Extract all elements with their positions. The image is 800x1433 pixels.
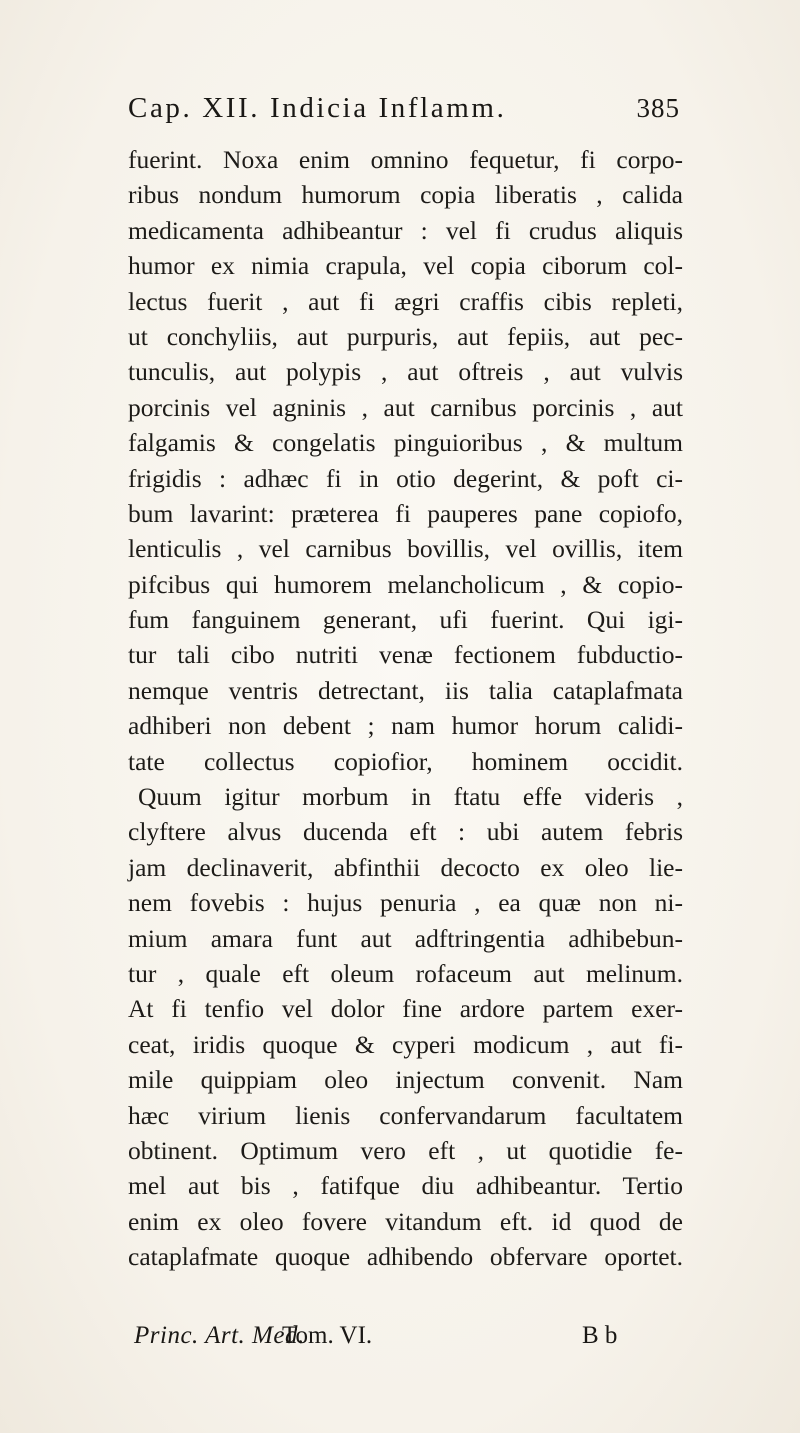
text-line: Quum igitur morbum in ftatu effe videris , [138, 782, 683, 812]
text-line: enim ex oleo fovere vitandum eft. id quod de [128, 1206, 683, 1236]
volume-label: Tom. VI. [282, 1322, 373, 1349]
text-line: cataplafmate quoque adhibendo obfervare oportet. [128, 1242, 683, 1272]
text-line: humor ex nimia crapula, vel copia ciborum col- [128, 251, 683, 281]
text-line: pifcibus qui humorem melancholicum , & copio- [128, 569, 683, 599]
text-line: ribus nondum humorum copia liberatis , calida [128, 180, 683, 210]
text-line: lenticulis , vel carnibus bovillis, vel ovillis, item [128, 534, 683, 564]
text-line: tate collectus copiofior, hominem occidit. [128, 746, 683, 776]
text-line: mile quippiam oleo injectum convenit. Nam [128, 1065, 683, 1095]
page-footer [134, 1322, 664, 1362]
signature-mark: B b [582, 1322, 618, 1349]
text-line: tur tali cibo nutriti venæ fectionem fubductio- [128, 640, 683, 670]
text-line: lectus fuerit , aut fi ægri craffis cibis repleti, [128, 286, 683, 316]
text-line: medicamenta adhibeantur : vel fi crudus aliquis [128, 215, 683, 245]
text-line: fum fanguinem generant, ufi fuerint. Qui igi- [128, 605, 683, 635]
text-line: fuerint. Noxa enim omnino fequetur, fi corpo- [128, 145, 683, 174]
text-line: At fi tenfio vel dolor fine ardore partem exer- [128, 994, 683, 1024]
text-line: ceat, iridis quoque & cyperi modicum , aut fi- [128, 1029, 683, 1059]
text-line: tunculis, aut polypis , aut oftreis , aut vulvis [128, 357, 683, 387]
text-line: clyftere alvus ducenda eft : ubi autem febris [128, 817, 683, 847]
text-line: frigidis : adhæc fi in otio degerint, & poft ci- [128, 463, 683, 493]
text-line: mel aut bis , fatifque diu adhibeantur. Tertio [128, 1171, 683, 1201]
text-line: bum lavarint: præterea fi pauperes pane copiofo, [128, 498, 683, 528]
text-line: nem fovebis : hujus penuria , ea quæ non ni- [128, 888, 683, 918]
text-line: ut conchyliis, aut purpuris, aut fepiis, aut pec- [128, 321, 683, 351]
series-title: Princ. Art. Med. [134, 1322, 305, 1349]
text-line: obtinent. Optimum vero eft , ut quotidie fe- [128, 1135, 683, 1165]
running-head [128, 92, 680, 138]
body-text [128, 142, 683, 1275]
text-line: mium amara funt aut adftringentia adhibebun- [128, 923, 683, 953]
text-line: porcinis vel agninis , aut carnibus porcinis , aut [128, 392, 683, 422]
text-line: tur , quale eft oleum rofaceum aut melinum. [128, 958, 683, 988]
text-line: adhiberi non debent ; nam humor horum calidi- [128, 711, 683, 741]
text-line: falgamis & congelatis pinguioribus , & multum [128, 428, 683, 458]
text-line: jam declinaverit, abfinthii decocto ex oleo lie- [128, 852, 683, 882]
text-line: nemque ventris detrectant, iis talia cataplafmata [128, 675, 683, 705]
chapter-title: Cap. XII. Indicia Inflamm. [128, 92, 507, 124]
text-line: hæc virium lienis confervandarum facultatem [128, 1100, 683, 1130]
page-number: 385 [636, 93, 680, 123]
